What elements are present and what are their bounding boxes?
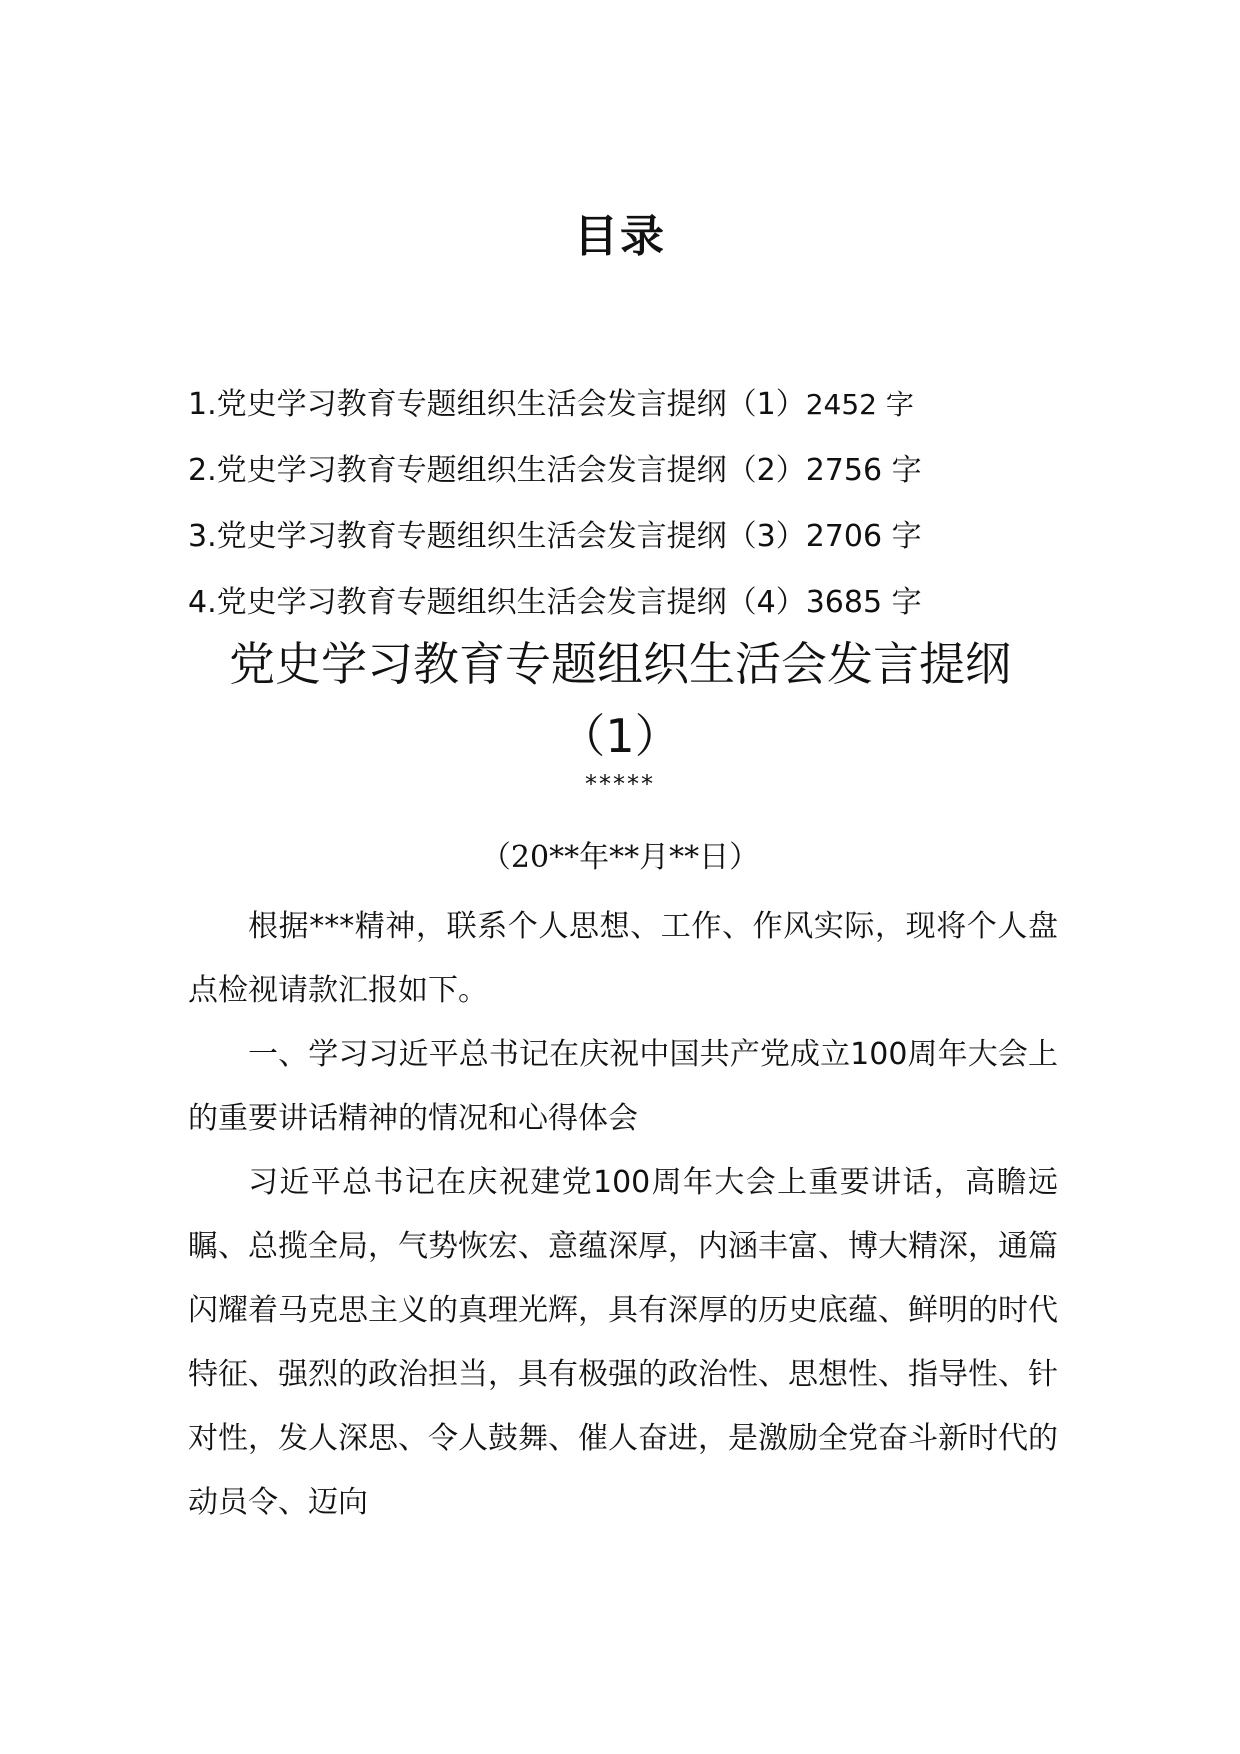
toc-item[interactable] (188, 372, 1068, 438)
toc-title: 目录 (574, 211, 666, 262)
date-line: （20**年**月**日） (480, 840, 760, 875)
toc-list (188, 372, 1068, 636)
toc-item-word-count: 2706 字 (805, 519, 922, 554)
toc-item[interactable] (188, 570, 1068, 636)
toc-item-label: 4.党史学习教育专题组织生活会发言提纲（4） (188, 585, 806, 620)
toc-item-label: 3.党史学习教育专题组织生活会发言提纲（3） (188, 519, 806, 554)
body-paragraph: 习近平总书记在庆祝建党100周年大会上重要讲话，高瞻远瞩、总揽全局，气势恢宏、意蕴深厚，内涵丰富、博大精深，通篇闪耀着马克思主义的真理光辉，具有深厚的历史底蕴、鲜明的时代特征、强烈的政治担当，具有极强的政治性、思想性、指导性、针对性，发人深思、令人鼓舞、催人奋进，是激励全党奋斗新时代的动员令、迈向 (188, 1165, 1058, 1520)
body-paragraph: 根据***精神，联系个人思想、工作、作风实际，现将个人盘点检视请款汇报如下。 (188, 909, 1058, 1008)
toc-item-word-count: 3685 字 (805, 585, 922, 620)
toc-item-word-count: 2756 字 (805, 453, 922, 488)
toc-item-label: 1.党史学习教育专题组织生活会发言提纲（1） (188, 387, 806, 422)
section-heading: 一、学习习近平总书记在庆祝中国共产党成立100周年大会上的重要讲话精神的情况和心得体会 (188, 1037, 1058, 1136)
toc-item-label: 2.党史学习教育专题组织生活会发言提纲（2） (188, 453, 806, 488)
author-line: ***** (585, 770, 655, 798)
document-body (188, 895, 1058, 1535)
document-title (0, 628, 1240, 772)
toc-item[interactable] (188, 504, 1068, 570)
toc-item[interactable] (188, 438, 1068, 504)
document-title-line: 党史学习教育专题组织生活会发言提纲 (229, 637, 1011, 691)
toc-item-word-count: 2452 字 (805, 388, 914, 421)
document-title-number: （1） (559, 709, 681, 763)
